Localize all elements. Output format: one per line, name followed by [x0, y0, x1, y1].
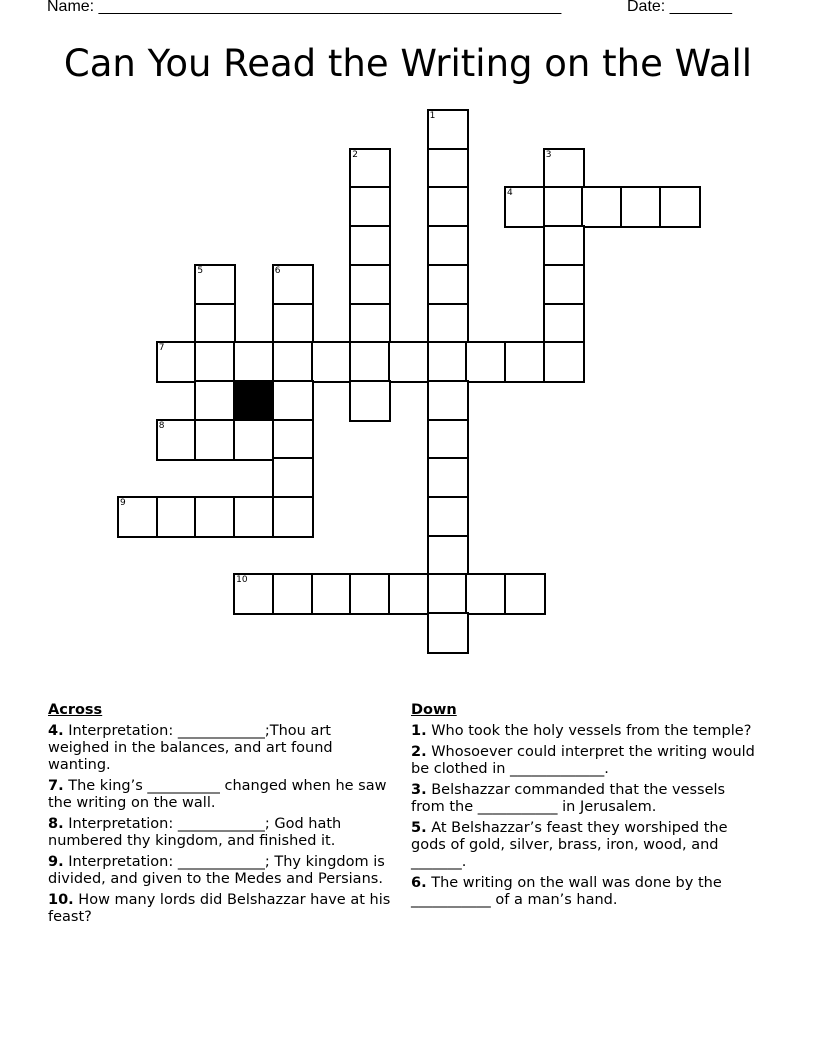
crossword-cell[interactable]: [349, 264, 391, 306]
clue-number: 8: [158, 420, 165, 431]
across-clue: [48, 778, 393, 812]
crossword-cell[interactable]: [427, 109, 469, 151]
clue-number: 4: [507, 188, 513, 199]
crossword-cell[interactable]: [272, 496, 314, 538]
crossword-cell[interactable]: [272, 303, 314, 345]
clue-number: 7.: [48, 778, 64, 794]
crossword-cell[interactable]: [543, 341, 585, 383]
clue-number: 9: [120, 498, 126, 508]
clue-number: 6: [274, 265, 281, 276]
across-clue-list: [48, 723, 393, 926]
crossword-cell[interactable]: [427, 225, 469, 267]
crossword-cell[interactable]: [543, 303, 585, 345]
crossword-cell[interactable]: [465, 573, 507, 615]
crossword-cell[interactable]: [427, 535, 469, 577]
clue-text: Whosoever could interpret the writing would be clothed in _____________.: [411, 744, 755, 777]
down-clue: [411, 875, 761, 909]
crossword-cell[interactable]: [504, 573, 546, 615]
crossword-cell[interactable]: [156, 419, 198, 461]
clue-text: Interpretation: ____________;Thou art weighed in the balances, and art found wanting.: [48, 723, 333, 773]
across-clue: [48, 854, 393, 888]
black-cell: [233, 380, 275, 422]
clue-number: 2.: [411, 744, 427, 760]
down-clues: [411, 702, 761, 913]
crossword-cell[interactable]: [349, 573, 391, 615]
crossword-cell[interactable]: [233, 573, 275, 615]
clue-number: 7: [158, 343, 165, 354]
crossword-cell[interactable]: [427, 419, 469, 461]
crossword-cell[interactable]: [504, 341, 546, 383]
crossword-cell[interactable]: [427, 148, 469, 190]
crossword-cell[interactable]: [311, 341, 353, 383]
crossword-cell[interactable]: [427, 457, 469, 499]
crossword-cell[interactable]: [233, 419, 275, 461]
clue-number: 5.: [411, 820, 427, 836]
across-clues: [48, 702, 393, 930]
crossword-cell[interactable]: [427, 573, 469, 615]
crossword-cell[interactable]: [659, 186, 701, 228]
crossword-cell[interactable]: [272, 341, 314, 383]
crossword-cell[interactable]: [543, 186, 585, 228]
crossword-cell[interactable]: [311, 573, 353, 615]
crossword-cell[interactable]: [194, 264, 236, 306]
clue-text: Belshazzar commanded that the vessels from the ___________ in Jerusalem.: [411, 782, 726, 815]
name-field-label: Name: ____________________________________________________: [47, 0, 562, 15]
crossword-cell[interactable]: [349, 225, 391, 267]
page-title: Can You Read the Writing on the Wall: [63, 42, 753, 85]
clue-number: 10: [236, 575, 248, 586]
crossword-cell[interactable]: [194, 419, 236, 461]
clue-number: 1: [429, 111, 436, 121]
down-heading: Down: [411, 702, 457, 718]
crossword-cell[interactable]: [272, 264, 314, 306]
crossword-cell[interactable]: [427, 612, 469, 654]
crossword-cell[interactable]: [233, 496, 275, 538]
crossword-cell[interactable]: [272, 573, 314, 615]
clue-text: At Belshazzar’s feast they worshiped the gods of gold, silver, brass, iron, wood, and _______.: [411, 820, 728, 870]
clue-number: 3.: [411, 782, 427, 798]
crossword-cell[interactable]: [349, 148, 391, 190]
crossword-cell[interactable]: [272, 380, 314, 422]
clue-number: 1.: [411, 723, 427, 739]
across-heading: Across: [48, 702, 103, 718]
crossword-cell[interactable]: [581, 186, 623, 228]
crossword-cell[interactable]: [349, 341, 391, 383]
across-clue: [48, 816, 393, 850]
crossword-cell[interactable]: [194, 380, 236, 422]
crossword-cell[interactable]: [427, 264, 469, 306]
crossword-cell[interactable]: [427, 496, 469, 538]
clue-number: 6.: [411, 875, 427, 891]
crossword-cell[interactable]: [427, 380, 469, 422]
clue-number: 8.: [48, 816, 64, 832]
down-clue: [411, 744, 761, 778]
crossword-cell[interactable]: [504, 186, 546, 228]
crossword-cell[interactable]: [272, 419, 314, 461]
clue-text: How many lords did Belshazzar have at his feast?: [48, 892, 391, 925]
clue-text: Who took the holy vessels from the temple?: [426, 723, 752, 739]
clue-text: Interpretation: ____________; Thy kingdom is divided, and given to the Medes and Persians.: [48, 854, 385, 887]
crossword-cell[interactable]: [543, 225, 585, 267]
crossword-cell[interactable]: [349, 303, 391, 345]
clue-number: 9.: [48, 854, 64, 870]
down-clue-list: [411, 723, 761, 909]
crossword-cell[interactable]: [388, 341, 430, 383]
crossword-cell[interactable]: [194, 496, 236, 538]
crossword-cell[interactable]: [543, 148, 585, 190]
clue-number: 5: [197, 265, 204, 276]
crossword-cell[interactable]: [388, 573, 430, 615]
crossword-cell[interactable]: [194, 341, 236, 383]
down-clue: [411, 723, 761, 740]
crossword-cell[interactable]: [272, 457, 314, 499]
crossword-cell[interactable]: [427, 303, 469, 345]
clue-number: 3: [545, 149, 552, 160]
clue-number: 2: [352, 149, 358, 160]
crossword-cell[interactable]: [543, 264, 585, 306]
down-clue: [411, 782, 761, 816]
across-clue: [48, 892, 393, 926]
crossword-cell[interactable]: [156, 341, 198, 383]
clue-number: 4.: [48, 723, 64, 739]
crossword-cell[interactable]: [156, 496, 198, 538]
clue-text: The king’s __________ changed when he saw the writing on the wall.: [48, 778, 387, 811]
clue-text: Interpretation: ____________; God hath numbered thy kingdom, and finished it.: [48, 816, 342, 849]
crossword-cell[interactable]: [465, 341, 507, 383]
crossword-cell[interactable]: [117, 496, 159, 538]
crossword-cell[interactable]: [233, 341, 275, 383]
down-clue: [411, 820, 761, 871]
crossword-cell[interactable]: [349, 186, 391, 228]
crossword-cell[interactable]: [194, 303, 236, 345]
across-clue: [48, 723, 393, 774]
crossword-cell[interactable]: [349, 380, 391, 422]
crossword-cell[interactable]: [427, 341, 469, 383]
crossword-cell[interactable]: [620, 186, 662, 228]
clue-text: The writing on the wall was done by the ___________ of a man’s hand.: [411, 875, 722, 908]
crossword-cell[interactable]: [427, 186, 469, 228]
clue-number: 10.: [48, 892, 74, 908]
date-field-label: Date: _______: [627, 0, 732, 15]
